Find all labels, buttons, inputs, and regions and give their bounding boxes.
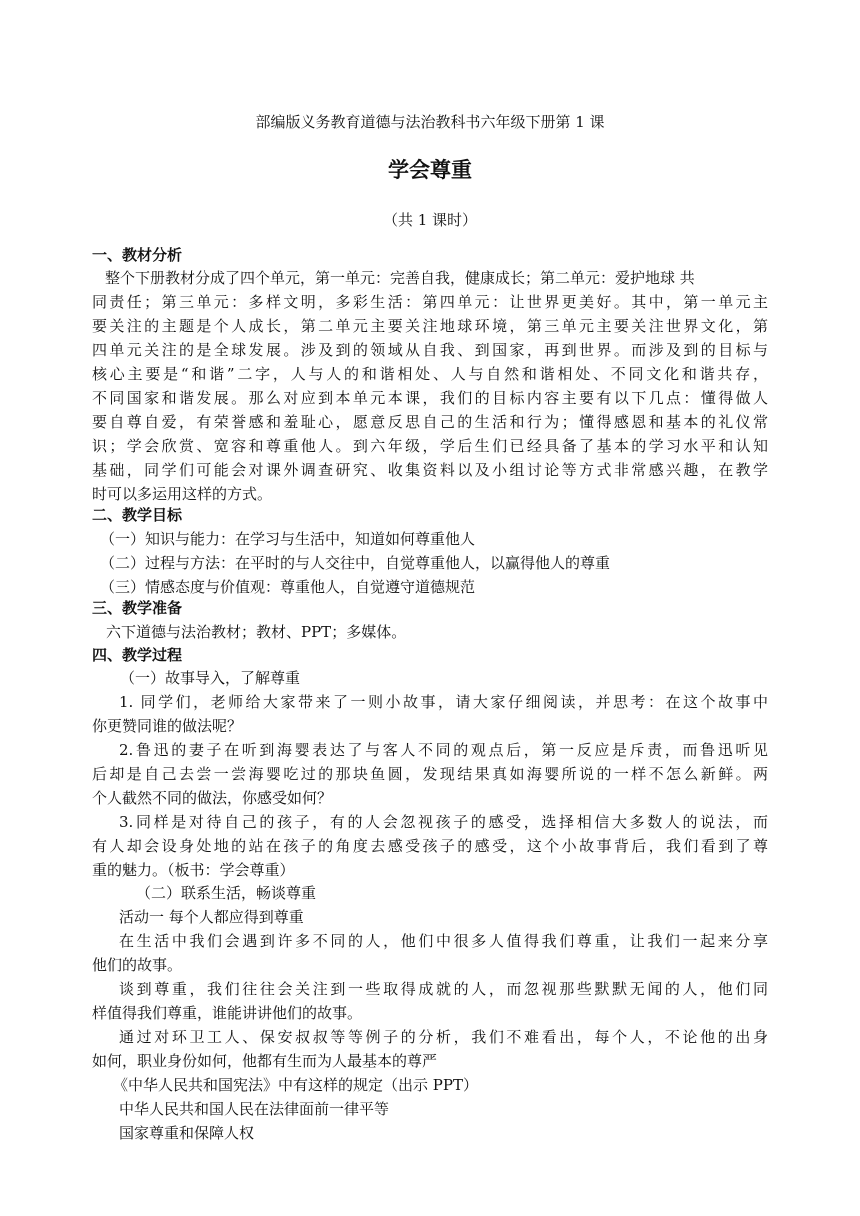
paragraph-line: 中华人民共和国人民在法律面前一律平等 xyxy=(119,1100,390,1118)
paragraph-line: 有人却会设身处地的站在孩子的角度去感受孩子的感受，这个小故事背后，我们看到了尊 xyxy=(92,837,768,855)
paragraph-line: 2.鲁迅的妻子在听到海婴表达了与客人不同的观点后，第一反应是斥责，而鲁迅听见 xyxy=(119,741,768,759)
paragraph-line: 在生活中我们会遇到许多不同的人，他们中很多人值得我们尊重，让我们一起来分享 xyxy=(119,932,768,950)
paragraph-line: 重的魅力。（板书：学会尊重） xyxy=(92,861,295,879)
paragraph-line: 如何，职业身份如何，他都有生而为人最基本的尊严 xyxy=(92,1052,438,1070)
paragraph-line: 样值得我们尊重，谁能讲讲他们的故事。 xyxy=(92,1004,363,1022)
paragraph-line: 国家尊重和保障人权 xyxy=(119,1124,255,1142)
paragraph-line: 谈到尊重，我们往往会关注到一些取得成就的人，而忽视那些默默无闻的人，他们同 xyxy=(119,980,768,998)
paragraph-line: 你更赞同谁的做法呢？ xyxy=(92,717,243,735)
section-heading-objectives: 二、教学目标 xyxy=(92,506,183,524)
section-heading-process: 四、教学过程 xyxy=(92,646,183,664)
activity-heading: 活动一 每个人都应得到尊重 xyxy=(119,908,304,926)
paragraph-line: 1. 同学们，老师给大家带来了一则小故事，请大家仔细阅读，并思考：在这个故事中 xyxy=(119,693,768,711)
paragraph-line: 要关注的主题是个人成长，第二单元主要关注地球环境，第三单元主要关注世界文化，第 xyxy=(92,317,768,335)
paragraph-line: 整个下册教材分成了四个单元，第一单元：完善自我，健康成长；第二单元：爱护地球 共 xyxy=(105,269,695,287)
paragraph-line: 通过对环卫工人、保安叔叔等等例子的分析，我们不难看出，每个人，不论他的出身 xyxy=(119,1028,768,1046)
document-title: 学会尊重 xyxy=(388,158,472,182)
subsection-heading: （二）联系生活，畅谈尊重 xyxy=(136,884,317,902)
paragraph-line: 3.同样是对待自己的孩子，有的人会忽视孩子的感受，选择相信大多数人的说法，而 xyxy=(119,813,768,831)
section-heading-analysis: 一、教材分析 xyxy=(92,246,183,264)
subsection-heading: （一）故事导入，了解尊重 xyxy=(120,669,301,687)
paragraph-line: 后却是自己去尝一尝海婴吃过的那块鱼圆，发现结果真如海婴所说的一样不怎么新鲜。两 xyxy=(92,765,768,783)
lesson-hours: （共 1 课时） xyxy=(382,211,478,229)
paragraph-line: 同责任；第三单元：多样文明，多彩生活：第四单元：让世界更美好。其中，第一单元主 xyxy=(92,293,768,311)
paragraph-line: 核心主要是“和谐”二字，人与人的和谐相处、人与自然和谐相处、不同文化和谐共存， xyxy=(92,365,768,383)
objective-item: （三）情感态度与价值观：尊重他人，自觉遵守道德规范 xyxy=(100,578,476,596)
objective-item: （二）过程与方法：在平时的与人交往中，自觉尊重他人，以赢得他人的尊重 xyxy=(100,554,611,572)
section-heading-preparation: 三、教学准备 xyxy=(92,599,183,617)
paragraph-line: 《中华人民共和国宪法》中有这样的规定（出示 PPT） xyxy=(113,1076,478,1094)
paragraph-line: 不同国家和谐发展。那么对应到本单元本课，我们的目标内容主要有以下几点：懂得做人 xyxy=(92,389,768,407)
paragraph-line: 识；学会欣赏、宽容和尊重他人。到六年级，学后生们已经具备了基本的学习水平和认知 xyxy=(92,437,768,455)
paragraph-line: 他们的故事。 xyxy=(92,956,183,974)
paragraph-line: 四单元关注的是全球发展。涉及到的领域从自我、到国家，再到世界。而涉及到的目标与 xyxy=(92,341,768,359)
paragraph-line: 基础，同学们可能会对课外调查研究、收集资料以及小组讨论等方式非常感兴趣，在教学 xyxy=(92,461,768,479)
objective-item: （一）知识与能力：在学习与生活中，知道如何尊重他人 xyxy=(100,530,476,548)
paragraph-line: 六下道德与法治教材；教材、PPT；多媒体。 xyxy=(106,623,407,641)
paragraph-line: 要自尊自爱，有荣誉感和羞耻心，愿意反思自己的生活和行为；懂得感恩和基本的礼仪常 xyxy=(92,413,768,431)
paragraph-line: 时可以多运用这样的方式。 xyxy=(92,485,273,503)
paragraph-line: 个人截然不同的做法，你感受如何？ xyxy=(92,789,333,807)
document-subtitle: 部编版义务教育道德与法治教科书六年级下册第 1 课 xyxy=(255,113,605,131)
